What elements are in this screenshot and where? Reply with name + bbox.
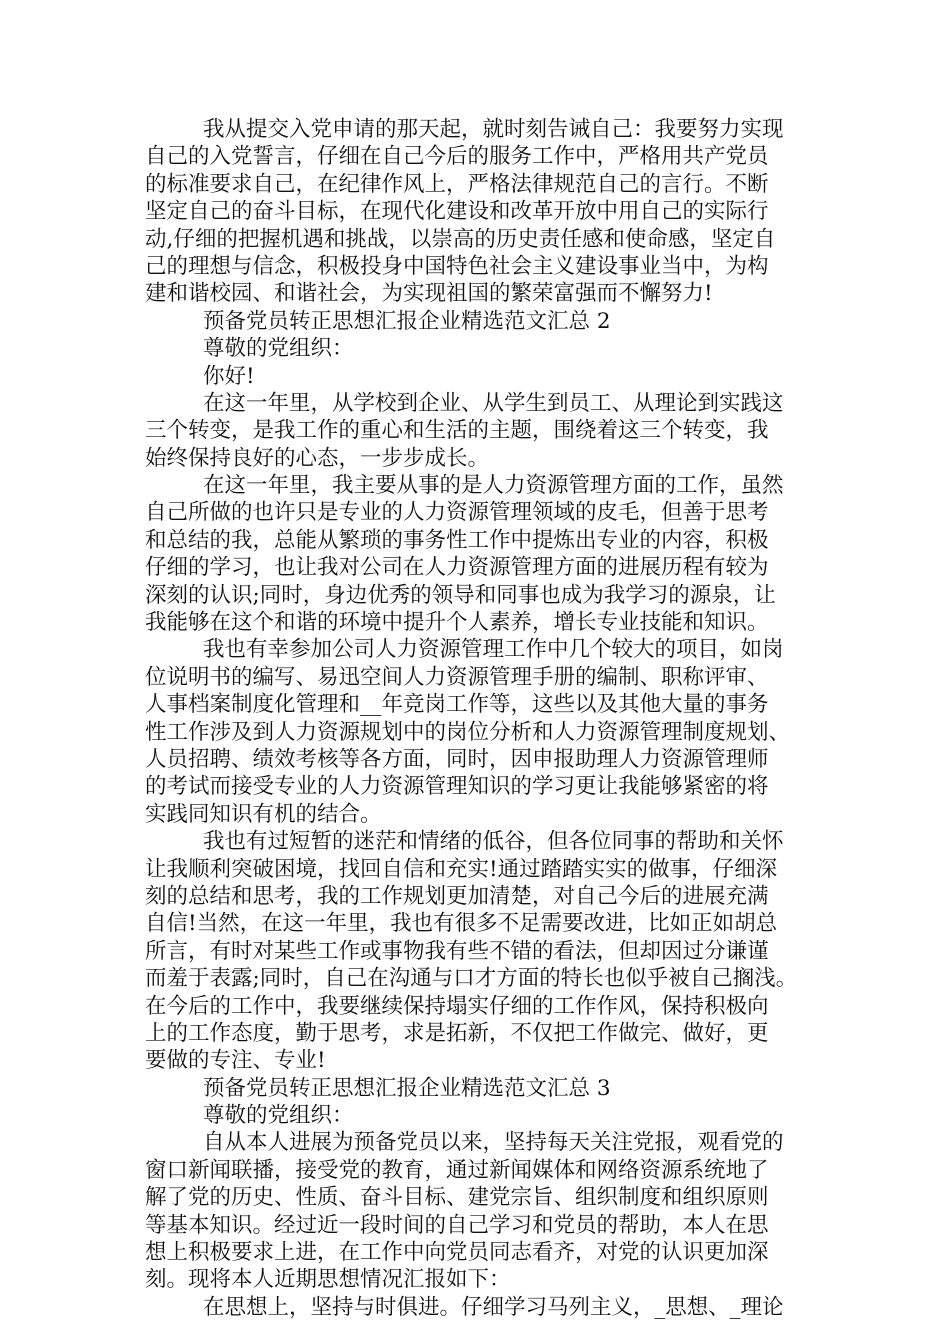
text-line: 所言，有时对某些工作或事物我有些不错的看法，但却因过分谦谨 [145,938,769,964]
text-line: 要做的专注、专业! [145,1048,326,1074]
text-line: 和总结的我，总能从繁琐的事务性工作中提炼出专业的内容，积极 [145,527,769,553]
text-line: 自己的入党誓言，仔细在自己今后的服务工作中，严格用共产党员 [145,144,769,170]
text-line: 我也有幸参加公司人力资源管理工作中几个较大的项目，如岗 [203,637,784,663]
text-line: 己的理想与信念，积极投身中国特色社会主义建设事业当中，为构 [145,253,769,279]
text-line: 性工作涉及到人力资源规划中的岗位分析和人力资源管理制度规划、 [145,719,791,745]
text-line: 预备党员转正思想汇报企业精选范文汇总 3 [203,1075,611,1101]
text-line: 仔细的学习，也让我对公司在人力资源管理方面的进展历程有较为 [145,555,769,581]
text-line: 我从提交入党申请的那天起，就时刻告诫自己：我要努力实现 [203,117,784,142]
text-line: 刻。现将本人近期思想情况汇报如下： [145,1267,511,1293]
text-line: 我也有过短暂的迷茫和情绪的低谷，但各位同事的帮助和关怀 [203,829,784,855]
text-line: 在这一年里，我主要从事的是人力资源管理方面的工作，虽然 [203,473,784,499]
text-line: 窗口新闻联播，接受党的教育，通过新闻媒体和网络资源系统地了 [145,1157,769,1183]
text-line: 你好! [203,363,255,389]
text-line: 三个转变，是我工作的重心和生活的主题，围绕着这三个转变，我 [145,418,769,444]
text-line: 刻的总结和思考，我的工作规划更加清楚，对自己今后的进展充满 [145,883,769,909]
text-line: 在这一年里，从学校到企业、从学生到员工、从理论到实践这 [203,390,784,416]
text-line: 坚定自己的奋斗目标，在现代化建设和改革开放中用自己的实际行 [145,199,769,225]
text-line: 位说明书的编写、易迅空间人力资源管理手册的编制、职称评审、 [145,664,769,690]
text-line: 在今后的工作中，我要继续保持塌实仔细的工作作风，保持积极向 [145,993,769,1019]
text-line: 人员招聘、绩效考核等各方面，同时，因申报助理人力资源管理师 [145,746,769,772]
text-line: 等基本知识。经过近一段时间的自己学习和党员的帮助，本人在思 [145,1212,769,1238]
text-line: 自信!当然，在这一年里，我也有很多不足需要改进，比如正如胡总 [145,911,778,937]
text-line: 始终保持良好的心态，一步步成长。 [145,445,490,471]
text-line: 在思想上，坚持与时俱进。仔细学习马列主义，_思想、_理论 [203,1294,784,1320]
text-line: 我能够在这个和谐的环境中提升个人素养，增长专业技能和知识。 [145,610,769,636]
text-line: 想上积极要求上进，在工作中向党员同志看齐，对党的认识更加深 [145,1240,769,1266]
text-line: 而羞于表露;同时，自己在沟通与口才方面的特长也似乎被自己搁浅。 [145,966,798,992]
text-line: 尊敬的党组织： [203,336,354,362]
text-line: 深刻的认识;同时，身边优秀的领导和同事也成为我学习的源泉，让 [145,582,776,608]
text-line: 的标准要求自己，在纪律作风上，严格法律规范自己的言行。不断 [145,171,769,197]
text-line: 建和谐校园、和谐社会，为实现祖国的繁荣富强而不懈努力! [145,281,713,307]
text-line: 解了党的历史、性质、奋斗目标、建党宗旨、组织制度和组织原则 [145,1185,769,1211]
text-line: 尊敬的党组织： [203,1103,354,1129]
text-line: 预备党员转正思想汇报企业精选范文汇总 2 [203,308,611,334]
text-line: 实践同知识有机的结合。 [145,801,382,827]
text-line: 自己所做的也许只是专业的人力资源管理领域的皮毛，但善于思考 [145,500,769,526]
text-line: 自从本人进展为预备党员以来，坚持每天关注党报，观看党的 [203,1130,784,1156]
document-body [145,116,825,1321]
text-line: 让我顺利突破困境，找回自信和充实!通过踏踏实实的做事，仔细深 [145,856,778,882]
text-line: 上的工作态度，勤于思考，求是拓新，不仅把工作做完、做好，更 [145,1020,769,1046]
text-line: 的考试而接受专业的人力资源管理知识的学习更让我能够紧密的将 [145,774,769,800]
text-line: 动,仔细的把握机遇和挑战，以崇高的历史责任感和使命感，坚定自 [145,226,776,252]
text-line: 人事档案制度化管理和__年竞岗工作等，这些以及其他大量的事务 [145,692,769,718]
